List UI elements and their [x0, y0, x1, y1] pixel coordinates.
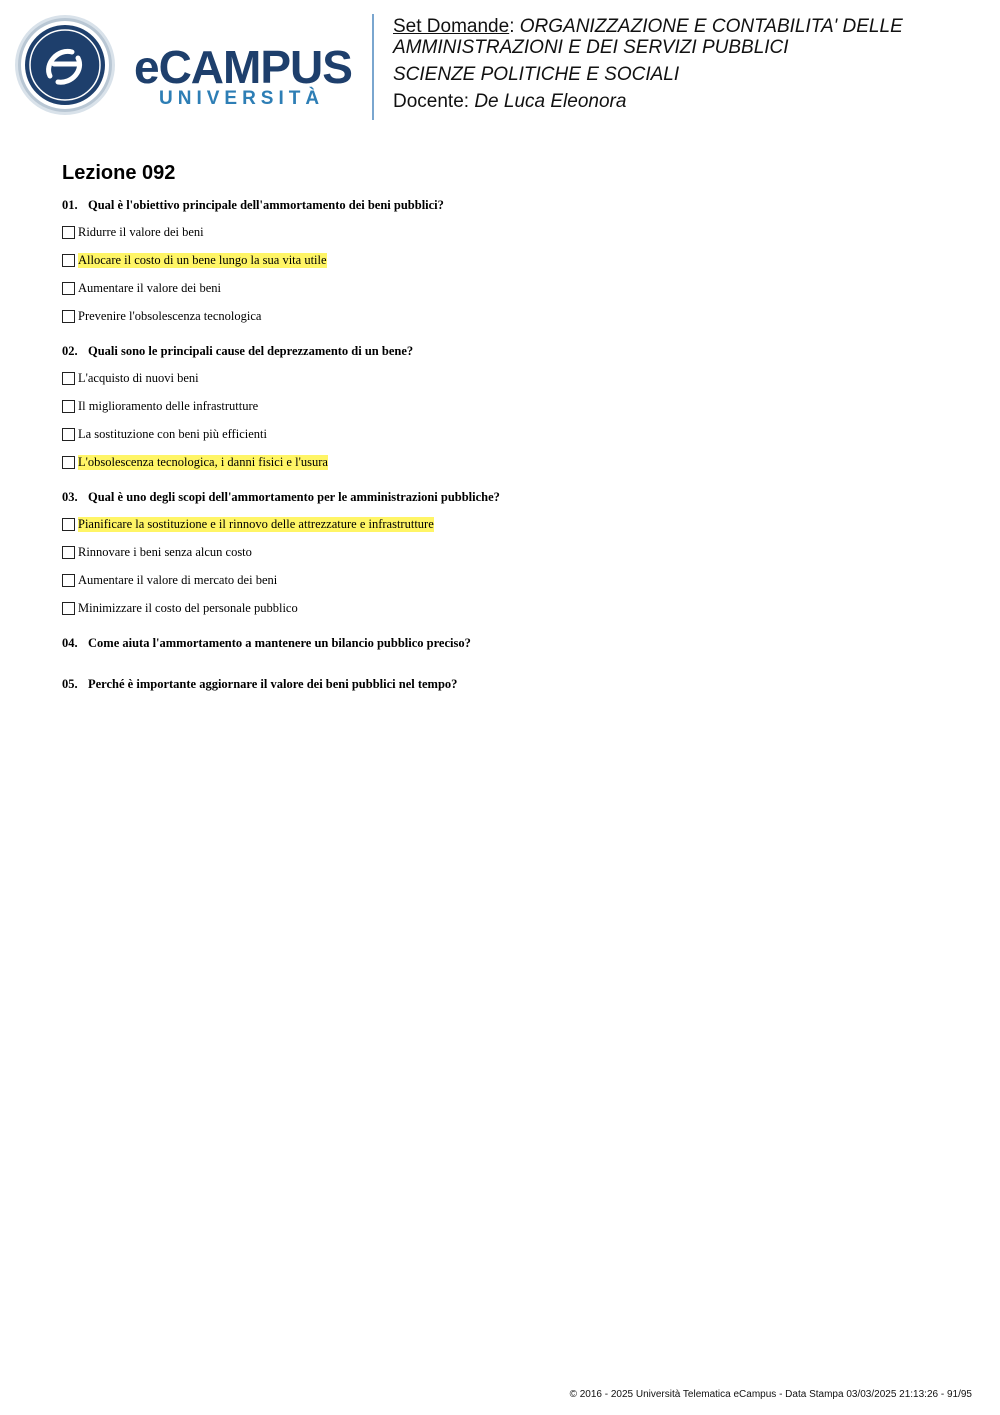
set-title: ORGANIZZAZIONE E CONTABILITA' DELLE AMMINISTRAZIONI E DEI SERVIZI PUBBLICI — [393, 16, 903, 58]
question-3 — [62, 488, 962, 634]
question-1 — [62, 196, 962, 342]
questions-list — [62, 196, 962, 716]
checkbox[interactable] — [62, 428, 75, 441]
question-number: 05. — [62, 677, 78, 691]
question-spacer — [62, 622, 962, 634]
university-seal-icon — [14, 14, 116, 116]
docente-label: Docente: — [393, 91, 470, 112]
answer-options — [62, 364, 962, 476]
brand-wordmark: eCAMPUS — [134, 41, 352, 93]
checkbox[interactable] — [62, 310, 75, 323]
question-text — [62, 634, 962, 652]
checkbox[interactable] — [62, 372, 75, 385]
checkbox[interactable] — [62, 400, 75, 413]
question-label: Quali sono le principali cause del deprezzamento di un bene? — [88, 344, 414, 358]
lesson-title: Lezione 092 — [62, 162, 176, 184]
answer-option[interactable] — [62, 364, 962, 392]
question-5 — [62, 675, 962, 716]
answer-option[interactable] — [62, 392, 962, 420]
question-label: Come aiuta l'ammortamento a mantenere un bilancio pubblico preciso? — [88, 636, 471, 650]
faculty: SCIENZE POLITICHE E SOCIALI — [393, 64, 680, 85]
answer-option[interactable] — [62, 420, 962, 448]
set-label: Set Domande — [393, 16, 510, 37]
answer-option[interactable] — [62, 566, 962, 594]
ecampus-logo — [14, 14, 359, 118]
question-spacer — [62, 693, 962, 716]
question-label: Qual è l'obiettivo principale dell'ammortamento dei beni pubblici? — [88, 198, 444, 212]
question-number: 01. — [62, 198, 78, 212]
answer-option[interactable] — [62, 218, 962, 246]
answer-text: Aumentare il valore di mercato dei beni — [78, 572, 278, 587]
checkbox[interactable] — [62, 546, 75, 559]
checkbox[interactable] — [62, 518, 75, 531]
checkbox[interactable] — [62, 574, 75, 587]
question-spacer — [62, 330, 962, 342]
answer-option[interactable] — [62, 538, 962, 566]
answer-text: Ridurre il valore dei beni — [78, 224, 204, 239]
answer-text-highlighted: L'obsolescenza tecnologica, i danni fisici e l'usura — [78, 454, 328, 469]
question-text — [62, 342, 962, 360]
set-title-row: Set Domande: ORGANIZZAZIONE E CONTABILITA' DELLE AMMINISTRAZIONI E DEI SERVIZI PUBBLICI — [393, 16, 903, 58]
checkbox[interactable] — [62, 226, 75, 239]
answer-option[interactable] — [62, 246, 962, 274]
answer-option[interactable] — [62, 510, 962, 538]
answer-options — [62, 218, 962, 330]
checkbox[interactable] — [62, 602, 75, 615]
question-spacer — [62, 652, 962, 675]
answer-text: Prevenire l'obsolescenza tecnologica — [78, 308, 262, 323]
page-footer: © 2016 - 2025 Università Telematica eCampus - Data Stampa 03/03/2025 21:13:26 - 91/95 — [569, 1389, 972, 1400]
answer-text: L'acquisto di nuovi beni — [78, 370, 199, 385]
question-text — [62, 488, 962, 506]
checkbox[interactable] — [62, 254, 75, 267]
question-label: Qual è uno degli scopi dell'ammortamento per le amministrazioni pubbliche? — [88, 490, 500, 504]
question-spacer — [62, 476, 962, 488]
answer-text: Rinnovare i beni senza alcun costo — [78, 544, 252, 559]
answer-text-highlighted: Pianificare la sostituzione e il rinnovo delle attrezzature e infrastrutture — [78, 516, 434, 531]
checkbox[interactable] — [62, 282, 75, 295]
question-4 — [62, 634, 962, 675]
answer-options — [62, 510, 962, 622]
answer-text: Il miglioramento delle infrastrutture — [78, 398, 259, 413]
answer-text: Aumentare il valore dei beni — [78, 280, 221, 295]
docente-name: De Luca Eleonora — [474, 91, 627, 112]
question-number: 04. — [62, 636, 78, 650]
docente-row — [393, 91, 983, 112]
question-text — [62, 196, 962, 214]
brand-subtitle: UNIVERSITÀ — [159, 88, 325, 109]
header-info — [393, 16, 983, 118]
header-divider — [372, 14, 374, 120]
question-text — [62, 675, 962, 693]
answer-option[interactable] — [62, 302, 962, 330]
answer-option[interactable] — [62, 594, 962, 622]
checkbox[interactable] — [62, 456, 75, 469]
page-header — [0, 0, 1000, 130]
answer-option[interactable] — [62, 448, 962, 476]
answer-text-highlighted: Allocare il costo di un bene lungo la sua vita utile — [78, 252, 327, 267]
question-number: 03. — [62, 490, 78, 504]
question-2 — [62, 342, 962, 488]
answer-option[interactable] — [62, 274, 962, 302]
question-number: 02. — [62, 344, 78, 358]
answer-text: La sostituzione con beni più efficienti — [78, 426, 267, 441]
answer-text: Minimizzare il costo del personale pubblico — [78, 600, 298, 615]
question-label: Perché è importante aggiornare il valore dei beni pubblici nel tempo? — [88, 677, 458, 691]
